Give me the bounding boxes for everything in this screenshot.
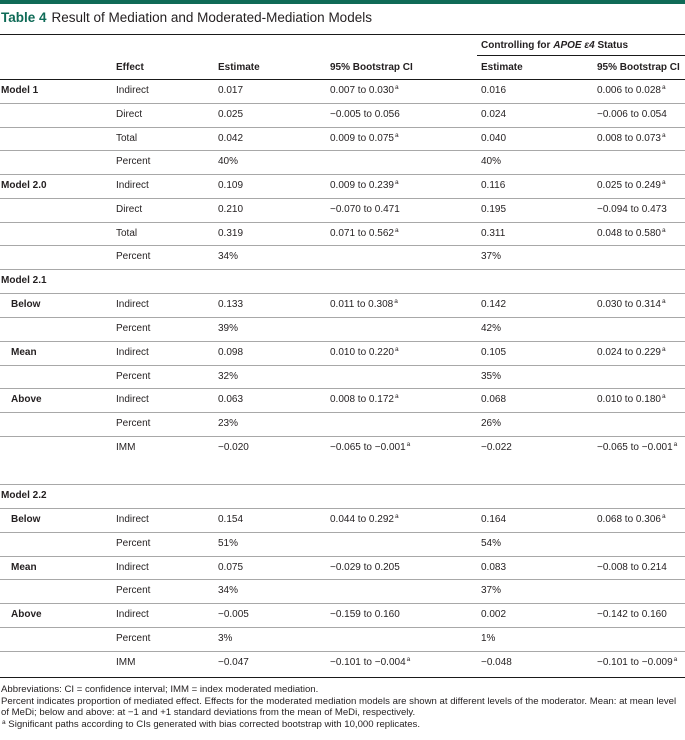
- apoe-estimate-cell: 0.083: [481, 562, 507, 573]
- significance-marker: a: [661, 393, 666, 400]
- effect-cell: Percent: [116, 251, 151, 262]
- estimate-cell: 0.042: [218, 133, 244, 144]
- significance-marker: a: [673, 441, 678, 448]
- effect-cell: Indirect: [116, 514, 149, 525]
- effect-cell: Percent: [116, 156, 151, 167]
- apoe-estimate-cell: −0.022: [481, 442, 512, 453]
- row-divider: [0, 127, 685, 128]
- footnote-percent: Percent indicates proportion of mediated effect. Effects for the moderated mediation models are shown at different levels of the moderator. Mean: at mean level of MeDi; below and above: at −1 and +1 standard deviations from the mean of MeDi, respectively.: [1, 696, 677, 718]
- effect-cell: Indirect: [116, 299, 149, 310]
- bootstrap-ci-cell: 0.008 to 0.172$^a$: [330, 393, 399, 405]
- apoe-estimate-cell: 0.002: [481, 609, 507, 620]
- bootstrap-ci-cell: 0.010 to 0.220$^a$: [330, 346, 399, 358]
- row-divider: [0, 508, 685, 509]
- apoe-bootstrap-ci-cell: 0.068 to 0.306$^a$: [597, 513, 666, 525]
- estimate-cell: −0.047: [218, 657, 249, 668]
- significance-marker: a: [394, 298, 398, 305]
- estimate-cell: 0.098: [218, 347, 244, 358]
- apoe-bootstrap-ci-cell: −0.101 to −0.009$^a$: [597, 656, 678, 668]
- estimate-cell: 0.075: [218, 562, 244, 573]
- bootstrap-ci-cell: −0.029 to 0.205: [330, 562, 400, 573]
- apoe-group-header: Controlling for APOE ε4 Status: [481, 40, 629, 51]
- significance-marker: a: [673, 656, 678, 663]
- footnote-abbreviations: Abbreviations: CI = confidence interval; IMM = index moderated mediation.: [1, 684, 319, 695]
- estimate-cell: 0.025: [218, 109, 244, 120]
- estimate-header: Estimate: [218, 62, 260, 73]
- effect-cell: Indirect: [116, 347, 149, 358]
- apoe-estimate-cell: 40%: [481, 156, 502, 167]
- row-divider: [0, 436, 685, 437]
- apoe-estimate-cell: 0.195: [481, 204, 507, 215]
- apoe-estimate-cell: 0.142: [481, 299, 507, 310]
- bootstrap-ci-cell: 0.044 to 0.292$^a$: [330, 513, 399, 525]
- bootstrap-ci-cell: −0.005 to 0.056: [330, 109, 400, 120]
- row-divider: [0, 365, 685, 366]
- row-divider: [0, 341, 685, 342]
- subgroup-cell: Below: [11, 299, 41, 310]
- table-top-rule: [0, 34, 685, 35]
- apoe-estimate-cell: 54%: [481, 538, 502, 549]
- bootstrap-ci-cell: −0.065 to −0.001$^a$: [330, 441, 411, 453]
- significance-marker: a: [394, 346, 399, 353]
- apoe-bootstrap-ci-cell: −0.142 to 0.160: [597, 609, 667, 620]
- apoe-bootstrap-ci-cell: 0.048 to 0.580$^a$: [597, 227, 666, 239]
- estimate-cell: 34%: [218, 251, 239, 262]
- effect-cell: Direct: [116, 109, 143, 120]
- effect-cell: Indirect: [116, 562, 149, 573]
- effect-cell: Indirect: [116, 180, 149, 191]
- footnote-marker: a: [2, 719, 6, 726]
- apoe-estimate-cell: 26%: [481, 418, 502, 429]
- apoe-bootstrap-ci-cell: 0.025 to 0.249$^a$: [597, 179, 666, 191]
- significance-marker: a: [661, 179, 666, 186]
- significance-marker: a: [394, 227, 399, 234]
- apoe-estimate-cell: 0.105: [481, 347, 507, 358]
- estimate-cell: −0.020: [218, 442, 249, 453]
- apoe-estimate-cell: 1%: [481, 633, 496, 644]
- apoe-bootstrap-ci-cell: 0.008 to 0.073$^a$: [597, 132, 666, 144]
- apoe-bootstrap-ci-cell: −0.006 to 0.054: [597, 109, 667, 120]
- apoe-estimate-cell: 0.024: [481, 109, 507, 120]
- estimate-cell: 0.133: [218, 299, 244, 310]
- apoe-estimate-cell: 42%: [481, 323, 502, 334]
- row-divider: [0, 198, 685, 199]
- significance-marker: a: [394, 132, 399, 139]
- estimate-cell: 0.210: [218, 204, 244, 215]
- row-divider: [0, 579, 685, 580]
- header-bottom-rule: [0, 79, 685, 80]
- estimate-cell: 3%: [218, 633, 233, 644]
- effect-cell: Percent: [116, 538, 151, 549]
- effect-cell: Total: [116, 228, 138, 239]
- apoe-estimate-cell: 37%: [481, 585, 502, 596]
- footnote-significance-text: Significant paths according to CIs generated with bias corrected bootstrap with 10,000 replicates.: [8, 719, 420, 730]
- row-divider: [0, 103, 685, 104]
- row-divider: [0, 484, 685, 485]
- significance-marker: a: [661, 298, 666, 305]
- estimate-cell: 23%: [218, 418, 239, 429]
- bootstrap-ci-cell: 0.011 to 0.308$^a$: [330, 298, 398, 310]
- group-header-rule: [477, 55, 685, 56]
- bootstrap-ci-header: 95% Bootstrap CI: [330, 62, 413, 73]
- row-divider: [0, 174, 685, 175]
- estimate-cell: 34%: [218, 585, 239, 596]
- effect-cell: Percent: [116, 323, 151, 334]
- apoe-estimate-cell: 0.311: [481, 228, 506, 239]
- apoe-estimate-cell: −0.048: [481, 657, 512, 668]
- subgroup-cell: Above: [11, 394, 42, 405]
- estimate-cell: 39%: [218, 323, 239, 334]
- apoe-bootstrap-ci-cell: −0.008 to 0.214: [597, 562, 667, 573]
- apoe-bootstrap-ci-cell: 0.024 to 0.229$^a$: [597, 346, 666, 358]
- bootstrap-ci-cell: −0.070 to 0.471: [330, 204, 400, 215]
- bootstrap-ci-cell: 0.009 to 0.239$^a$: [330, 179, 399, 191]
- effect-cell: Indirect: [116, 394, 149, 405]
- apoe-estimate-cell: 0.040: [481, 133, 507, 144]
- estimate-cell: 32%: [218, 371, 239, 382]
- subgroup-cell: Mean: [11, 347, 37, 358]
- apoe-estimate-cell: 0.164: [481, 514, 507, 525]
- significance-marker: a: [661, 227, 666, 234]
- estimate-cell: 0.154: [218, 514, 244, 525]
- row-divider: [0, 293, 685, 294]
- row-divider: [0, 222, 685, 223]
- apoe-estimate-cell: 37%: [481, 251, 502, 262]
- significance-marker: a: [661, 513, 666, 520]
- effect-cell: IMM: [116, 442, 136, 453]
- effect-cell: Percent: [116, 633, 151, 644]
- row-divider: [0, 317, 685, 318]
- effect-header: Effect: [116, 62, 144, 73]
- subgroup-cell: Below: [11, 514, 41, 525]
- estimate-cell: 0.063: [218, 394, 244, 405]
- table-label: Table 4: [1, 10, 47, 25]
- footnote-significance: [1, 719, 685, 730]
- row-divider: [0, 532, 685, 533]
- row-divider: [0, 627, 685, 628]
- effect-cell: Percent: [116, 418, 151, 429]
- effect-cell: Percent: [116, 585, 151, 596]
- effect-cell: Indirect: [116, 609, 149, 620]
- bootstrap-ci-cell: 0.071 to 0.562$^a$: [330, 227, 399, 239]
- row-divider: [0, 388, 685, 389]
- apoe-bootstrap-ci-cell: 0.010 to 0.180$^a$: [597, 393, 666, 405]
- effect-cell: Total: [116, 133, 138, 144]
- apoe-bootstrap-ci-header: 95% Bootstrap CI: [597, 62, 680, 73]
- apoe-bootstrap-ci-cell: −0.094 to 0.473: [597, 204, 667, 215]
- effect-cell: Indirect: [116, 85, 149, 96]
- row-divider: [0, 651, 685, 652]
- estimate-cell: −0.005: [218, 609, 249, 620]
- model-cell: Model 2.2: [1, 490, 47, 501]
- row-divider: [0, 245, 685, 246]
- subgroup-cell: Above: [11, 609, 42, 620]
- row-divider: [0, 603, 685, 604]
- apoe-estimate-cell: 35%: [481, 371, 502, 382]
- estimate-cell: 40%: [218, 156, 239, 167]
- table-title: [1, 10, 372, 25]
- estimate-cell: 51%: [218, 538, 239, 549]
- row-divider: [0, 556, 685, 557]
- gene-name: APOE ε4: [553, 40, 595, 51]
- significance-marker: a: [661, 132, 666, 139]
- model-cell: Model 1: [1, 85, 39, 96]
- significance-marker: a: [394, 393, 399, 400]
- significance-marker: a: [406, 656, 411, 663]
- significance-marker: a: [394, 513, 399, 520]
- apoe-estimate-cell: 0.016: [481, 85, 507, 96]
- bootstrap-ci-cell: 0.009 to 0.075$^a$: [330, 132, 399, 144]
- significance-marker: a: [394, 179, 399, 186]
- bootstrap-ci-cell: −0.101 to −0.004$^a$: [330, 656, 411, 668]
- significance-marker: a: [394, 84, 399, 91]
- significance-marker: a: [406, 441, 411, 448]
- estimate-cell: 0.109: [218, 180, 244, 191]
- top-accent-bar: [0, 0, 685, 4]
- model-cell: Model 2.1: [1, 275, 47, 286]
- effect-cell: Direct: [116, 204, 143, 215]
- estimate-cell: 0.319: [218, 228, 244, 239]
- subgroup-cell: Mean: [11, 562, 37, 573]
- bootstrap-ci-cell: −0.159 to 0.160: [330, 609, 400, 620]
- significance-marker: a: [661, 346, 666, 353]
- row-divider: [0, 150, 685, 151]
- estimate-cell: 0.017: [218, 85, 244, 96]
- table-caption: Result of Mediation and Moderated-Mediation Models: [51, 10, 372, 25]
- row-divider: [0, 269, 685, 270]
- apoe-estimate-header: Estimate: [481, 62, 523, 73]
- apoe-bootstrap-ci-cell: −0.065 to −0.001$^a$: [597, 441, 678, 453]
- effect-cell: Percent: [116, 371, 151, 382]
- effect-cell: IMM: [116, 657, 136, 668]
- apoe-bootstrap-ci-cell: 0.006 to 0.028$^a$: [597, 84, 666, 96]
- apoe-estimate-cell: 0.068: [481, 394, 507, 405]
- table-bottom-rule: [0, 677, 685, 678]
- apoe-estimate-cell: 0.116: [481, 180, 506, 191]
- significance-marker: a: [661, 84, 666, 91]
- model-cell: Model 2.0: [1, 180, 47, 191]
- row-divider: [0, 412, 685, 413]
- apoe-bootstrap-ci-cell: 0.030 to 0.314$^a$: [597, 298, 666, 310]
- bootstrap-ci-cell: 0.007 to 0.030$^a$: [330, 84, 399, 96]
